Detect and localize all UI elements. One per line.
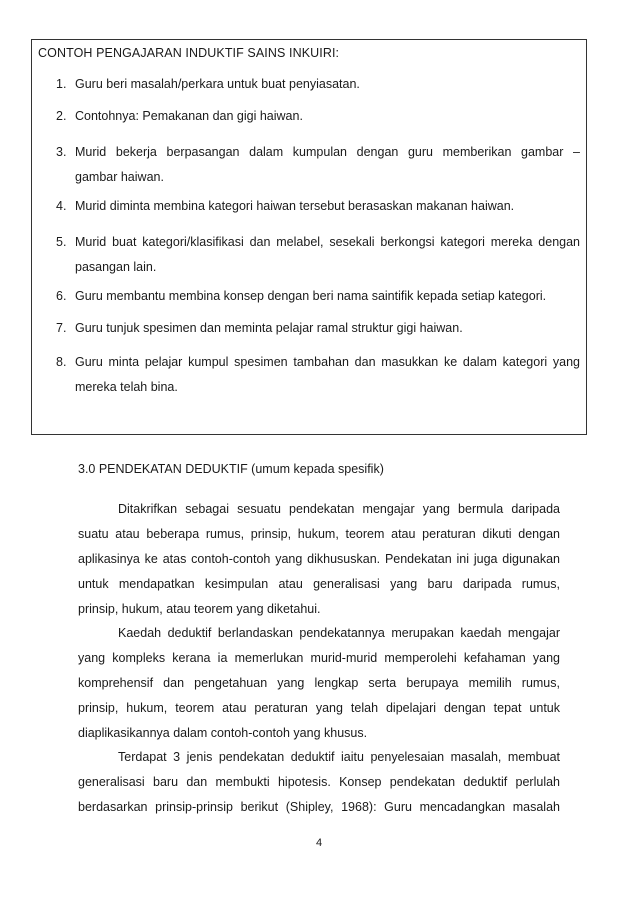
paragraph: Kaedah deduktif berlandaskan pendekatannya merupakan kaedah mengajar yang kompleks kerana ia memerlukan murid-murid memperolehi kefahaman yang komprehensif dan pengetahuan yang lengkap serta berupaya memilih rumus, prinsip, hukum, teorem atau peraturan yang telah dipelajari dengan tepat untuk diaplikasikannya dalam contoh-contoh yang khusus.	[78, 626, 560, 740]
section-heading: 3.0 PENDEKATAN DEDUKTIF (umum kepada spesifik)	[78, 462, 384, 476]
item-number: 8.	[56, 355, 67, 369]
item-number: 7.	[56, 321, 67, 335]
item-text: Murid diminta membina kategori haiwan tersebut berasaskan makanan haiwan.	[75, 199, 515, 213]
item-number: 2.	[56, 109, 67, 123]
item-text: Guru minta pelajar kumpul spesimen tambahan dan masukkan ke dalam kategori yang mereka telah bina.	[75, 355, 580, 394]
item-number: 1.	[56, 77, 67, 91]
box-title: CONTOH PENGAJARAN INDUKTIF SAINS INKUIRI:	[38, 46, 340, 60]
item-text: Contohnya: Pemakanan dan gigi haiwan.	[75, 109, 303, 123]
item-text: Murid bekerja berpasangan dalam kumpulan dengan guru memberikan gambar – gambar haiwan.	[75, 145, 580, 184]
paragraph: Terdapat 3 jenis pendekatan deduktif iaitu penyelesaian masalah, membuat generalisasi baru dan membukti hipotesis. Konsep pendekatan deduktif perlulah berdasarkan prinsip-prinsip berikut (Shipley, 1968): Guru mencadangkan masalah	[78, 750, 560, 814]
item-number: 3.	[56, 145, 67, 159]
item-text: Guru beri masalah/perkara untuk buat penyiasatan.	[75, 77, 360, 91]
item-text: Guru tunjuk spesimen dan meminta pelajar ramal struktur gigi haiwan.	[75, 321, 463, 335]
item-number: 5.	[56, 235, 67, 249]
page-number: 4	[315, 837, 323, 849]
item-text: Guru membantu membina konsep dengan beri nama saintifik kepada setiap kategori.	[75, 289, 547, 303]
item-text: Murid buat kategori/klasifikasi dan melabel, sesekali berkongsi kategori mereka dengan pasangan lain.	[75, 235, 580, 274]
example-box	[31, 39, 587, 435]
item-number: 6.	[56, 289, 67, 303]
paragraph: Ditakrifkan sebagai sesuatu pendekatan mengajar yang bermula daripada suatu atau beberapa rumus, prinsip, hukum, teorem atau peraturan dikuti dengan aplikasinya ke atas contoh-contoh yang dikhususkan. Pendekatan ini juga digunakan untuk mendapatkan kesimpulan atau generalisasi yang baru daripada rumus, prinsip, hukum, atau teorem yang diketahui.	[78, 502, 560, 616]
item-number: 4.	[56, 199, 67, 213]
